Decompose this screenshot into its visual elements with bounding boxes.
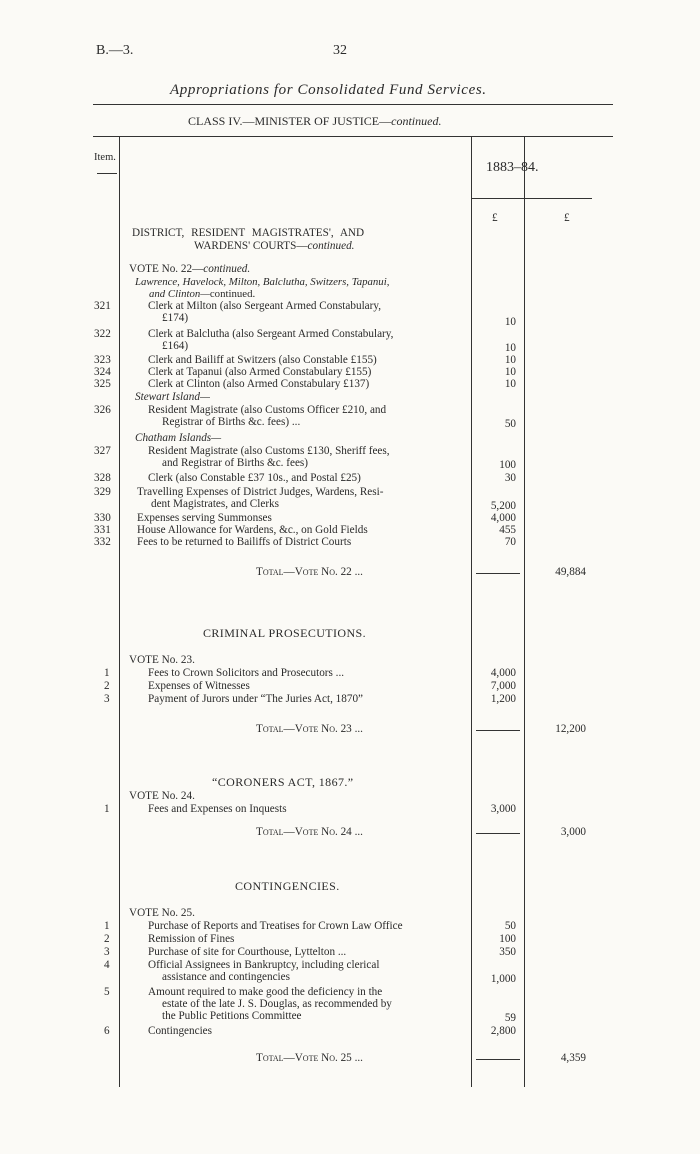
criminal-heading: CRIMINAL PROSECUTIONS. [203,626,367,640]
item-amount: 10 [504,378,516,390]
item-amount: 455 [499,524,516,536]
item-amount: 100 [499,459,516,471]
item-number: 327 [94,445,111,457]
item-amount: 100 [499,933,516,945]
item-number: 4 [104,959,110,971]
currency-symbol-total: £ [564,212,570,224]
item-number: 3 [104,946,110,958]
item-text: Fees and Expenses on Inquests [148,803,287,815]
chatham-islands-heading: Chatham Islands— [135,432,222,444]
item-number: 2 [104,933,110,945]
item-header-rule [97,173,117,174]
item-text-cont: £164) [162,340,189,352]
item-text: Clerk at Milton (also Sergeant Armed Constabulary, [148,300,382,312]
page-title: Appropriations for Consolidated Fund Services. [170,82,487,98]
item-number: 2 [104,680,110,692]
vote-24-total: 3,000 [560,826,586,838]
item-number: 328 [94,472,111,484]
item-number: 6 [104,1025,110,1037]
stewart-island-heading: Stewart Island— [135,391,210,403]
item-text: Official Assignees in Bankruptcy, including clerical [148,959,380,971]
item-text: Payment of Jurors under “The Juries Act, 1870” [148,693,363,705]
item-text-cont: Registrar of Births &c. fees) ... [162,416,301,428]
item-amount: 30 [504,472,516,484]
item-number: 324 [94,366,111,378]
vote-24-total-label: Total—Vote No. 24 ... [256,826,363,838]
item-amount: 7,000 [490,680,516,692]
vote-24-heading: VOTE No. 24. [129,790,195,802]
item-text: Resident Magistrate (also Customs £130, Sheriff fees, [148,445,390,457]
item-text: Clerk (also Constable £37 10s., and Postal £25) [148,472,361,484]
item-text: Clerk at Clinton (also Armed Constabulary £137) [148,378,370,390]
item-text: House Allowance for Wardens, &c., on Gold Fields [137,524,368,536]
item-amount: 50 [504,920,516,932]
amount-column-rule [471,137,472,1087]
item-text: Remission of Fines [148,933,235,945]
item-number: 1 [104,920,110,932]
item-number: 332 [94,536,111,548]
item-amount: 5,200 [490,500,516,512]
district-heading-line1: DISTRICT, RESIDENT MAGISTRATES', AND [132,227,365,239]
item-amount: 1,200 [490,693,516,705]
item-text-cont: and Registrar of Births &c. fees) [162,457,309,469]
item-amount: 4,000 [490,667,516,679]
item-text: Fees to be returned to Bailiffs of District Courts [137,536,352,548]
title-rule [93,104,613,105]
item-number: 321 [94,300,111,312]
vote-25-heading: VOTE No. 25. [129,907,195,919]
item-column-rule [119,137,120,1087]
item-number: 331 [94,524,111,536]
item-amount: 3,000 [490,803,516,815]
item-text: Travelling Expenses of District Judges, Wardens, Resi- [137,486,384,498]
item-text: Clerk at Tapanui (also Armed Constabulary £155) [148,366,372,378]
year-rule [472,198,592,199]
vote-23-total-label: Total—Vote No. 23 ... [256,723,363,735]
vote-23-total: 12,200 [555,723,586,735]
item-number: 1 [104,667,110,679]
item-text: Purchase of site for Courthouse, Lyttelton ... [148,946,347,958]
page-number: 32 [333,43,347,58]
item-number: 330 [94,512,111,524]
item-text: Contingencies [148,1025,213,1037]
item-text: Fees to Crown Solicitors and Prosecutors ... [148,667,345,679]
item-text-cont: assistance and contingencies [162,971,290,983]
district-heading-line2: WARDENS' COURTS—continued. [194,240,355,252]
item-text-cont: £174) [162,312,189,324]
item-number: 325 [94,378,111,390]
item-number: 326 [94,404,111,416]
item-amount: 4,000 [490,512,516,524]
item-text: Clerk and Bailiff at Switzers (also Constable £155) [148,354,377,366]
year-header: 1883–84. [486,160,539,175]
item-number: 323 [94,354,111,366]
district-sub-heading-line1: Lawrence, Havelock, Milton, Balclutha, Switzers, Tapanui, [135,276,390,288]
contingencies-heading: CONTINGENCIES. [235,879,340,893]
item-number: 3 [104,693,110,705]
vote-23-heading: VOTE No. 23. [129,654,195,666]
item-text: Expenses serving Summonses [137,512,272,524]
table-top-rule [93,136,613,137]
total-separator [476,833,520,834]
item-amount: 59 [504,1012,516,1024]
item-amount: 1,000 [490,973,516,985]
item-amount: 350 [499,946,516,958]
coroners-heading: “CORONERS ACT, 1867.” [212,775,354,789]
item-amount: 2,800 [490,1025,516,1037]
item-amount: 10 [504,354,516,366]
item-number: 329 [94,486,111,498]
total-separator [476,1059,520,1060]
vote-22-total: 49,884 [555,566,586,578]
total-separator [476,730,520,731]
vote-22-heading: VOTE No. 22—continued. [129,263,251,275]
item-text-cont: dent Magistrates, and Clerks [151,498,280,510]
class-heading: CLASS IV.—MINISTER OF JUSTICE—continued. [188,114,442,128]
vote-22-total-label: Total—Vote No. 22 ... [256,566,363,578]
item-amount: 10 [504,366,516,378]
item-amount: 50 [504,418,516,430]
vote-25-total: 4,359 [560,1052,586,1064]
item-amount: 70 [504,536,516,548]
item-text: Amount required to make good the deficiency in the [148,986,383,998]
item-text: Purchase of Reports and Treatises for Crown Law Office [148,920,403,932]
item-text-cont: the Public Petitions Committee [162,1010,302,1022]
item-text: Resident Magistrate (also Customs Officer £210, and [148,404,387,416]
total-column-rule [524,137,525,1087]
district-sub-heading-line2: and Clinton—continued. [149,288,256,300]
item-text-cont: estate of the late J. S. Douglas, as recommended by [162,998,392,1010]
vote-25-total-label: Total—Vote No. 25 ... [256,1052,363,1064]
item-number: 322 [94,328,111,340]
item-amount: 10 [504,316,516,328]
item-number: 5 [104,986,110,998]
total-separator [476,573,520,574]
item-column-header: Item. [94,152,116,163]
item-amount: 10 [504,342,516,354]
document-reference: B.—3. [96,43,134,58]
currency-symbol-amount: £ [492,212,498,224]
item-text: Clerk at Balclutha (also Sergeant Armed Constabulary, [148,328,394,340]
item-text: Expenses of Witnesses [148,680,250,692]
item-number: 1 [104,803,110,815]
